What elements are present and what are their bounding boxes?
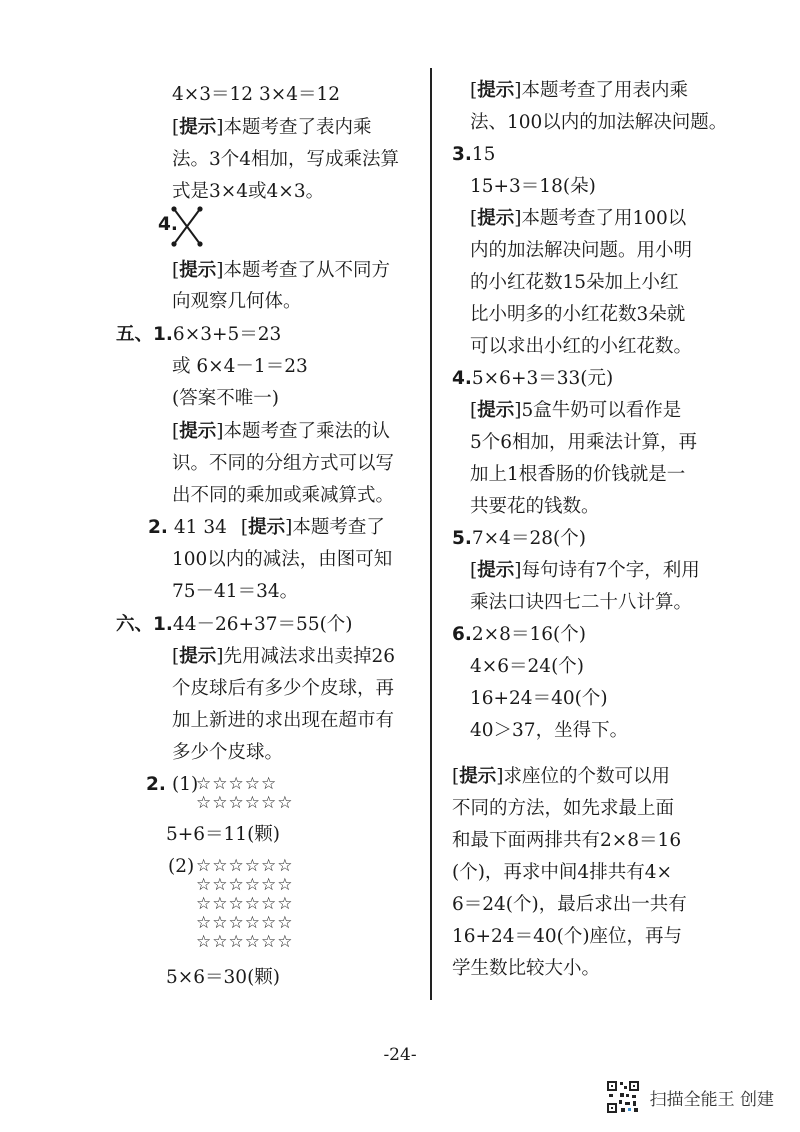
text-line: 个皮球后有多少个皮球，再 <box>172 678 395 699</box>
page-number: -24- <box>383 1045 417 1065</box>
hint-text: 5盒牛奶可以看作是 <box>521 400 682 421</box>
item-number: 1. <box>153 614 173 635</box>
watermark-text: 扫描全能王 创建 <box>649 1089 774 1110</box>
star-row: ☆☆☆☆☆☆ <box>196 894 294 914</box>
text-line: (答案不唯一) <box>172 388 279 409</box>
text-line: 法。3个4相加，写成乘法算 <box>172 149 400 170</box>
hint-tag: 提示 <box>248 517 286 538</box>
text-line: 75－41＝34。 <box>172 581 299 602</box>
hint-text: 本题考查了乘法的认 <box>223 421 390 442</box>
hint-line: [提示]每句诗有7个字，利用 <box>470 560 700 581</box>
hint-text: 本题考查了表内乘 <box>223 117 372 138</box>
answer-line <box>116 610 353 640</box>
text-line: 4×6＝24(个) <box>470 656 585 677</box>
hint-tag: 提示 <box>477 400 515 421</box>
item-number: 2. <box>148 517 168 538</box>
hint-tag: 提示 <box>477 208 515 229</box>
answer-line: 4×3＝12 3×4＝12 <box>172 84 341 105</box>
qr-code-icon <box>606 1080 640 1114</box>
text-line: 识。不同的分组方式可以写 <box>172 453 395 474</box>
answer-line: 5+6＝11(颗) <box>166 824 281 845</box>
hint-text: 本题考查了用100以 <box>521 208 687 229</box>
answer-line: 2. 41 34 [提示]本题考查了 <box>148 517 385 538</box>
column-divider <box>430 68 432 1000</box>
text-line: 6＝24(个)，最后求出一共有 <box>452 894 687 915</box>
answer-text: 2×8＝16(个) <box>471 624 586 645</box>
hint-tag: 提示 <box>477 560 515 581</box>
hint-tag: 提示 <box>179 260 217 281</box>
answer-line: 5×6＝30(颗) <box>166 967 281 988</box>
hint-line: [提示]本题考查了表内乘 <box>172 117 372 138</box>
text-line: 不同的方法，如先求最上面 <box>452 798 675 819</box>
text-line: 或 6×4－1＝23 <box>172 356 308 377</box>
hint-tag: 提示 <box>179 646 217 667</box>
item-number: 6. <box>452 624 472 645</box>
hint-line: [提示]求座位的个数可以用 <box>452 766 670 787</box>
text-line: 15+3＝18(朵) <box>470 176 596 197</box>
hint-line: [提示]本题考查了从不同方 <box>172 260 390 281</box>
answer-line <box>452 140 495 170</box>
text-line: 比小明多的小红花数3朵就 <box>470 304 686 325</box>
answer-line <box>116 320 281 350</box>
sub-item-label: (2) <box>168 856 195 877</box>
answer-text: 15 <box>471 144 496 165</box>
star-row: ☆☆☆☆☆ <box>196 774 278 794</box>
text-line: 学生数比较大小。 <box>452 958 601 979</box>
text-line: 内的加法解决问题。用小明 <box>470 240 693 261</box>
star-row: ☆☆☆☆☆☆ <box>196 793 294 813</box>
text-line: 40＞37，坐得下。 <box>470 720 629 741</box>
item-number: 4. <box>452 368 472 389</box>
text-line: 式是3×4或4×3。 <box>172 181 325 202</box>
hint-line: [提示]本题考查了用100以 <box>470 208 687 229</box>
text-line: (个)，再求中间4排共有4× <box>452 862 672 883</box>
text-line: 出不同的乘加或乘减算式。 <box>172 485 395 506</box>
scanner-watermark <box>606 1080 774 1114</box>
item-number: 4. <box>158 214 178 235</box>
text-line: 法、100以内的加法解决问题。 <box>470 112 728 133</box>
text-line: 的小红花数15朵加上小红 <box>470 272 679 293</box>
star-row: ☆☆☆☆☆☆ <box>196 913 294 933</box>
hint-tag: 提示 <box>179 117 217 138</box>
star-row: ☆☆☆☆☆☆ <box>196 875 294 895</box>
answer-line <box>452 364 613 394</box>
matching-lines-figure <box>170 206 204 252</box>
text-line: 多少个皮球。 <box>172 742 284 763</box>
section-number: 五、 <box>116 324 154 345</box>
answer-text: 5×6+3＝33(元) <box>471 368 614 389</box>
item-number: 5. <box>452 528 472 549</box>
text-line: 共要花的钱数。 <box>470 496 600 517</box>
text-line: 16+24＝40(个) <box>470 688 608 709</box>
answer-text: 6×3+5＝23 <box>172 324 282 345</box>
section-number: 六、 <box>116 614 154 635</box>
hint-line: [提示]本题考查了乘法的认 <box>172 421 390 442</box>
text-line: 16+24＝40(个)座位，再与 <box>452 926 683 947</box>
answer-text: 7×4＝28(个) <box>471 528 586 549</box>
hint-text: 求座位的个数可以用 <box>503 766 670 787</box>
text-line: 可以求出小红的小红花数。 <box>470 336 693 357</box>
answer-text: 41 34 <box>173 517 227 538</box>
text-line: 向观察几何体。 <box>172 291 302 312</box>
hint-text: 每句诗有7个字，利用 <box>521 560 700 581</box>
star-row: ☆☆☆☆☆☆ <box>196 856 294 876</box>
item-number: 3. <box>452 144 472 165</box>
item-number: 2. <box>146 774 166 795</box>
hint-tag: 提示 <box>477 80 515 101</box>
text-line: 100以内的减法，由图可知 <box>172 549 393 570</box>
hint-line: [提示]5盒牛奶可以看作是 <box>470 400 682 421</box>
answer-text: 44－26+37＝55(个) <box>172 614 353 635</box>
star-row: ☆☆☆☆☆☆ <box>196 932 294 952</box>
item-number: 1. <box>153 324 173 345</box>
text-line: 加上1根香肠的价钱就是一 <box>470 464 686 485</box>
text-line: 和最下面两排共有2×8＝16 <box>452 830 682 851</box>
hint-text: 先用减法求出卖掉26 <box>223 646 395 667</box>
hint-text: 本题考查了 <box>292 517 385 538</box>
sub-item-label: (1) <box>172 774 199 795</box>
hint-text: 本题考查了从不同方 <box>223 260 390 281</box>
text-line: 加上新进的求出现在超市有 <box>172 710 395 731</box>
text-line: 乘法口诀四七二十八计算。 <box>470 592 693 613</box>
hint-tag: 提示 <box>459 766 497 787</box>
hint-line: [提示]先用减法求出卖掉26 <box>172 646 395 667</box>
hint-text: 本题考查了用表内乘 <box>521 80 688 101</box>
hint-tag: 提示 <box>179 421 217 442</box>
answer-line <box>452 620 586 650</box>
text-line: 5个6相加，用乘法计算，再 <box>470 432 698 453</box>
answer-line <box>452 524 586 554</box>
hint-line: [提示]本题考查了用表内乘 <box>470 80 688 101</box>
